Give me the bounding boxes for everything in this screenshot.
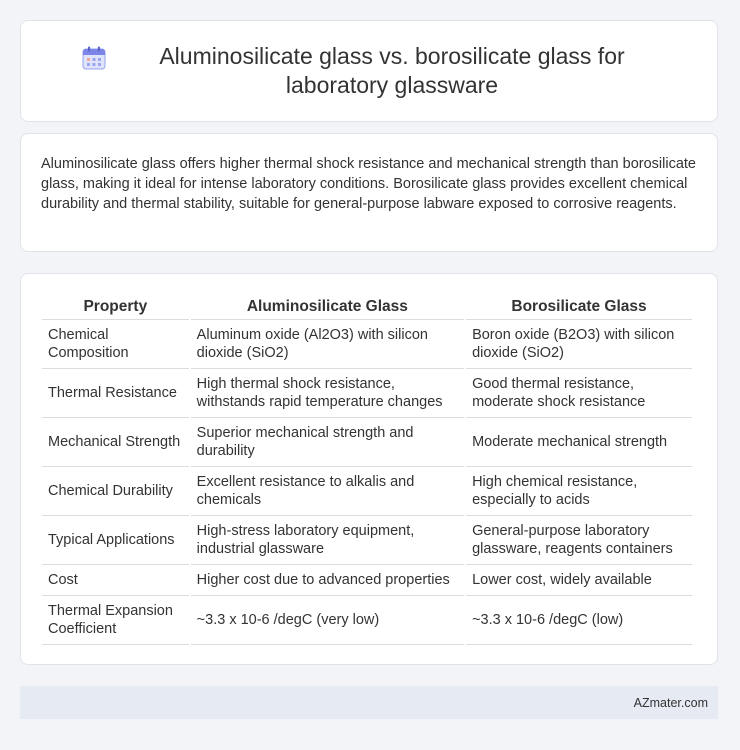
comparison-table bbox=[40, 294, 694, 645]
property-cell: Cost bbox=[42, 565, 189, 596]
footer-bar bbox=[20, 686, 718, 719]
table-row bbox=[42, 369, 692, 418]
aluminosilicate-cell: High thermal shock resistance, withstands rapid temperature changes bbox=[191, 369, 464, 418]
property-cell: Chemical Composition bbox=[42, 320, 189, 369]
table-header-row bbox=[42, 294, 692, 320]
aluminosilicate-cell: High-stress laboratory equipment, industrial glassware bbox=[191, 516, 464, 565]
comparison-table-card bbox=[20, 273, 718, 665]
table-row bbox=[42, 565, 692, 596]
column-header-borosilicate: Borosilicate Glass bbox=[466, 294, 692, 320]
borosilicate-cell: High chemical resistance, especially to acids bbox=[466, 467, 692, 516]
aluminosilicate-cell: Superior mechanical strength and durability bbox=[191, 418, 464, 467]
summary-card bbox=[20, 133, 718, 252]
aluminosilicate-cell: Excellent resistance to alkalis and chemicals bbox=[191, 467, 464, 516]
aluminosilicate-cell: Aluminum oxide (Al2O3) with silicon dioxide (SiO2) bbox=[191, 320, 464, 369]
table-row bbox=[42, 418, 692, 467]
borosilicate-cell: Moderate mechanical strength bbox=[466, 418, 692, 467]
property-cell: Thermal Resistance bbox=[42, 369, 189, 418]
table-row bbox=[42, 596, 692, 645]
column-header-aluminosilicate: Aluminosilicate Glass bbox=[191, 294, 464, 320]
borosilicate-cell: Good thermal resistance, moderate shock resistance bbox=[466, 369, 692, 418]
borosilicate-cell: General-purpose laboratory glassware, reagents containers bbox=[466, 516, 692, 565]
calendar-icon bbox=[81, 45, 107, 71]
column-header-property: Property bbox=[42, 294, 189, 320]
property-cell: Chemical Durability bbox=[42, 467, 189, 516]
table-row bbox=[42, 516, 692, 565]
footer-brand: AZmater.com bbox=[633, 695, 708, 710]
borosilicate-cell: ~3.3 x 10-6 /degC (low) bbox=[466, 596, 692, 645]
table-row bbox=[42, 320, 692, 369]
page-title: Aluminosilicate glass vs. borosilicate glass for laboratory glassware bbox=[159, 43, 625, 98]
property-cell: Typical Applications bbox=[42, 516, 189, 565]
borosilicate-cell: Lower cost, widely available bbox=[466, 565, 692, 596]
title-wrap bbox=[81, 42, 657, 100]
aluminosilicate-cell: Higher cost due to advanced properties bbox=[191, 565, 464, 596]
summary-text: Aluminosilicate glass offers higher thermal shock resistance and mechanical strength than borosilicate glass, making it ideal for intense laboratory conditions. Borosilicate glass provides excellent chemical durability and thermal stability, suitable for general-purpose labware exposed to corrosive reagents. bbox=[41, 156, 696, 212]
borosilicate-cell: Boron oxide (B2O3) with silicon dioxide (SiO2) bbox=[466, 320, 692, 369]
title-card bbox=[20, 20, 718, 122]
aluminosilicate-cell: ~3.3 x 10-6 /degC (very low) bbox=[191, 596, 464, 645]
property-cell: Thermal Expansion Coefficient bbox=[42, 596, 189, 645]
table-row bbox=[42, 467, 692, 516]
property-cell: Mechanical Strength bbox=[42, 418, 189, 467]
